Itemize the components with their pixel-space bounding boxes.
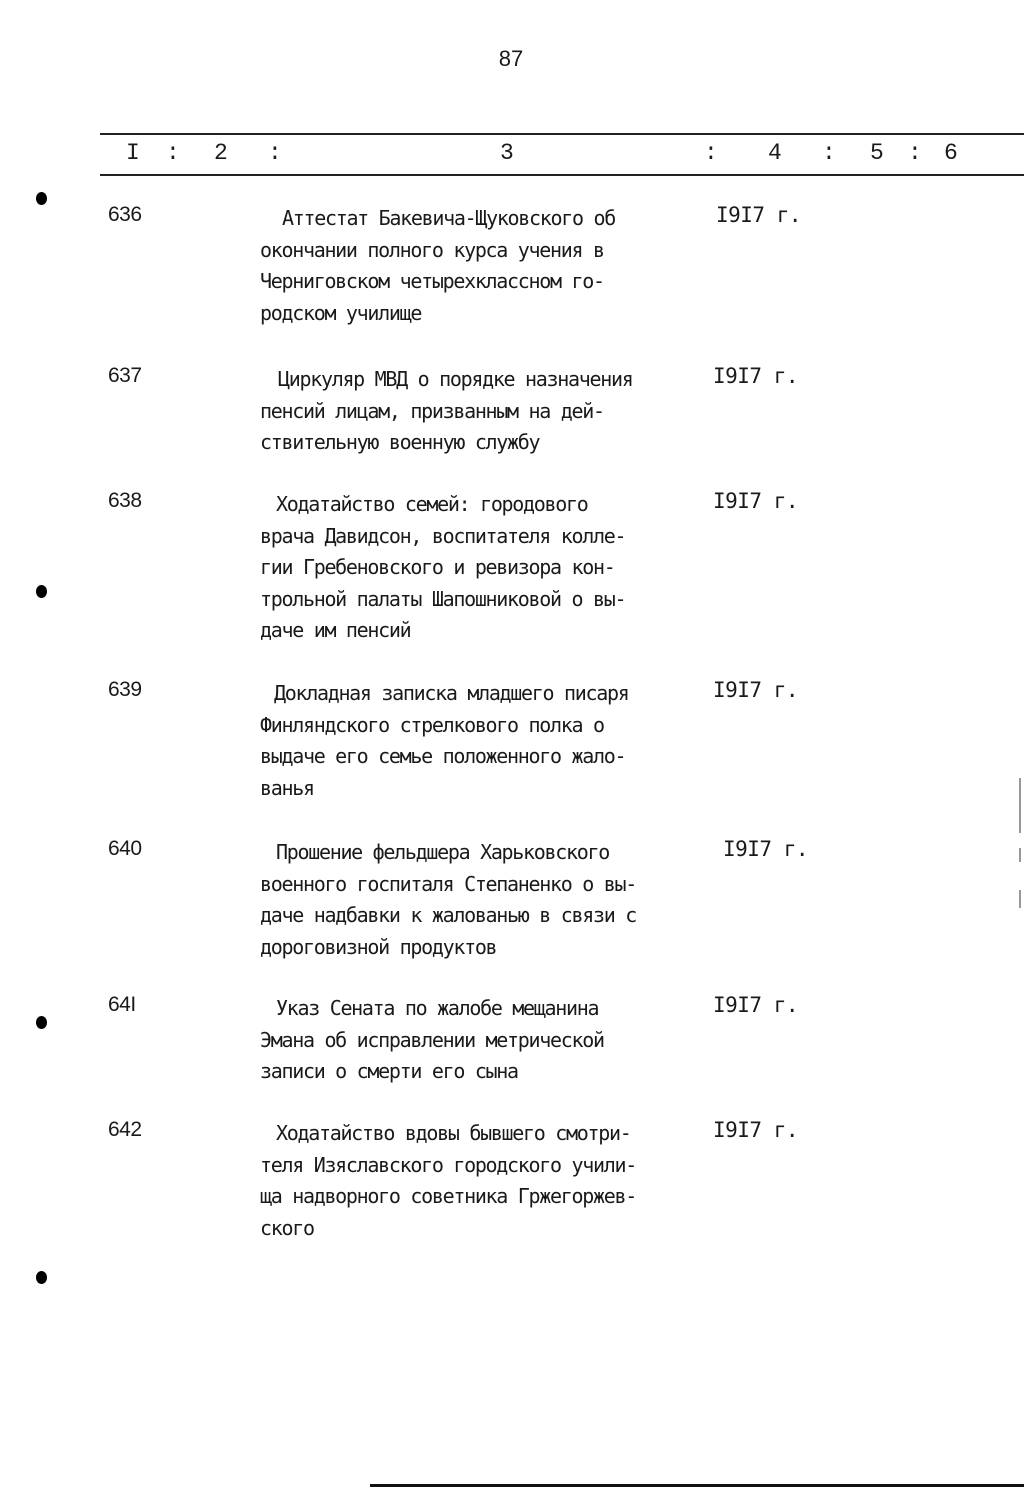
punch-hole-mark xyxy=(36,1016,47,1029)
entry-year: I9I7 г. xyxy=(713,489,799,513)
description-line: дороговизной продуктов xyxy=(260,934,497,959)
column-5-header: 5 xyxy=(870,140,884,166)
entry-number: 637 xyxy=(108,364,142,387)
description-line: Черниговском четырехклассном го- xyxy=(260,269,604,293)
entry-year: I9I7 г. xyxy=(713,993,799,1017)
description-line: Ходатайство семей: городового xyxy=(276,492,588,516)
entry-year: I9I7 г. xyxy=(716,203,802,227)
column-separator: : xyxy=(704,140,718,166)
entry-year: I9I7 г. xyxy=(713,364,799,388)
scan-edge-mark xyxy=(1019,890,1021,908)
description-line: даче им пенсий xyxy=(260,618,411,642)
entry-year: I9I7 г. xyxy=(713,1118,799,1142)
description-line: Аттестат Бакевича-Щуковского об xyxy=(282,206,615,230)
description-line: военного госпиталя Степаненко о вы- xyxy=(260,871,636,896)
description-line: ща надворного советника Гржегоржев- xyxy=(260,1184,636,1208)
page-number xyxy=(0,46,1024,72)
entry-number: 636 xyxy=(108,203,142,226)
scan-edge-mark xyxy=(1019,778,1021,833)
entry-year: I9I7 г. xyxy=(713,678,799,702)
column-separator: : xyxy=(822,140,836,166)
description-line: гии Гребеновского и ревизора кон- xyxy=(260,555,615,579)
entry-description xyxy=(260,1118,720,1244)
punch-hole-mark xyxy=(36,585,47,598)
entry-description xyxy=(260,837,720,963)
description-line: врача Давидсон, воспитателя колле- xyxy=(260,523,626,548)
entry-number: 64I xyxy=(108,993,136,1016)
entry-description xyxy=(260,993,720,1088)
description-line: Указ Сената по жалобе мещанина xyxy=(276,996,599,1020)
description-line: пенсий лицам, призванным на дей- xyxy=(260,398,604,423)
column-1-header: I xyxy=(126,140,140,166)
scan-edge-mark xyxy=(1019,848,1021,862)
description-line: родском училище xyxy=(260,300,422,325)
description-line: записи о смерти его сына xyxy=(260,1059,518,1083)
description-line: Циркуляр МВД о порядке назначения xyxy=(278,367,633,391)
column-2-header: 2 xyxy=(214,140,228,166)
description-line: теля Изяславского городского учили- xyxy=(260,1152,636,1177)
column-separator: : xyxy=(166,140,180,166)
description-line: Докладная записка младшего писаря xyxy=(274,681,629,705)
column-3-header: 3 xyxy=(500,140,514,166)
description-line: Финляндского стрелкового полка о xyxy=(260,712,604,737)
description-line: выдаче его семье положенного жало- xyxy=(260,744,626,768)
page-number-text: 87 xyxy=(498,46,524,71)
description-line: даче надбавки к жалованью в связи с xyxy=(260,903,636,927)
entry-description xyxy=(260,489,720,647)
description-line: окончании полного курса учения в xyxy=(260,237,604,262)
column-separator: : xyxy=(268,140,282,166)
column-separator: : xyxy=(908,140,922,166)
header-top-rule xyxy=(100,133,1024,135)
entry-number: 639 xyxy=(108,678,142,701)
description-line: ского xyxy=(260,1215,314,1240)
entry-description xyxy=(260,678,720,804)
header-bottom-rule xyxy=(100,174,1024,176)
entry-number: 638 xyxy=(108,489,142,512)
column-6-header: 6 xyxy=(944,140,958,166)
entry-number: 642 xyxy=(108,1118,142,1141)
description-line: ствительную военную службу xyxy=(260,430,540,454)
entry-number: 640 xyxy=(108,837,142,860)
description-line: ванья xyxy=(260,775,314,800)
entry-description xyxy=(260,364,720,459)
column-4-header: 4 xyxy=(768,140,782,166)
punch-hole-mark xyxy=(36,192,47,205)
entry-year: I9I7 г. xyxy=(723,837,809,861)
entry-description xyxy=(260,203,720,329)
table-header xyxy=(0,140,1024,168)
description-line: Ходатайство вдовы бывшего смотри- xyxy=(276,1121,631,1145)
description-line: трольной палаты Шапошниковой о вы- xyxy=(260,586,626,611)
description-line: Прошение фельдшера Харьковского xyxy=(276,840,609,864)
punch-hole-mark xyxy=(36,1271,47,1284)
description-line: Эмана об исправлении метрической xyxy=(260,1027,604,1052)
